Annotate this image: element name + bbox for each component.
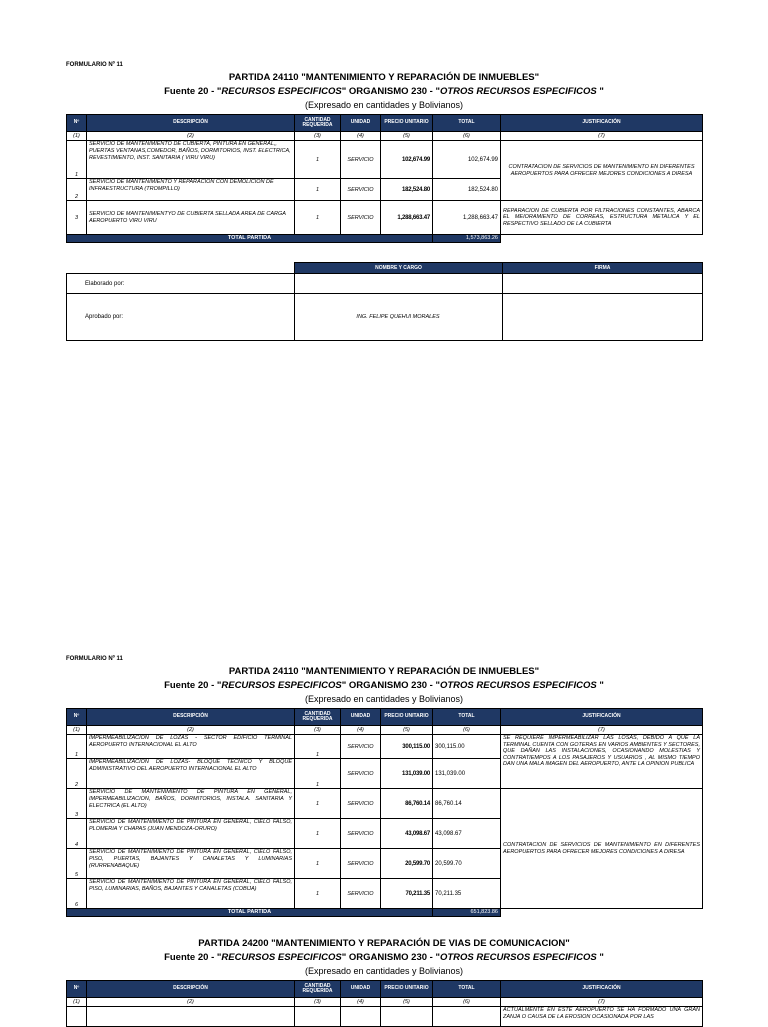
row-unit-price: 131,039.00 (381, 759, 433, 789)
col-header: FIRMA (503, 263, 703, 274)
row-total: 1,288,663.47 (433, 201, 501, 235)
row-unit: SERVICIO (341, 789, 381, 819)
row-unit-price: 20,599.70 (381, 849, 433, 879)
row-index: 2 (67, 759, 87, 789)
row-description: IMPERMEABILIZACION DE LOZAS- BLOQUE TECNICO Y BLOQUE ADMINISTRATIVO DEL AEROPUERTO INTERNACIONAL EL ALTO (87, 759, 295, 789)
row-unit-price: 300,115.00 (381, 735, 433, 759)
col-header: JUSTIFICACIÓN (501, 709, 703, 726)
row-description: SERVICIO DE MANTENIMIENTYO DE CUBIERTA SELLADA AREA DE CARGA AEROPUERTO VIRU VIRU (87, 201, 295, 235)
col-header: TOTAL (433, 709, 501, 726)
col-number: (6) (433, 132, 501, 141)
total-value: 1,573,863.26 (433, 235, 501, 243)
row-quantity: 1 (295, 789, 341, 819)
sig-blank-header (67, 263, 295, 274)
partida-title: PARTIDA 24200 "MANTENIMIENTO Y REPARACIÓN DE VIAS DE COMUNICACION" (198, 938, 570, 949)
row-description: IMPERMEABILIZACION DE LOZAS - SECTOR EDIFICIO TERMINAL AEROPUERTO INTERNACIONAL EL ALTO (87, 735, 295, 759)
row-justification: SE REQUIERE IMPERMEABILIZAR LAS LOSAS, DEBIDO A QUE LA TERMINAL CUENTA CON GOTERAS EN VARIOS AMBIENTES Y SECTORES, QUE DAÑAN LAS INSTALACIONES, OCASIONANDO MOLESTIAS Y CONTRATIEMPOS A LOS PASAJEROS Y USUARIOS , AL MISMO TIEMPO DAN UNA MALA IMAGEN DEL AEROPUERTO, ANTE LA OPINION PUBLICA (501, 735, 703, 789)
partida-title: PARTIDA 24110 "MANTENIMIENTO Y REPARACIÓN DE INMUEBLES" (228, 72, 540, 83)
fuente-line: Fuente 20 - "RECURSOS ESPECIFICOS" ORGANISMO 230 - "OTROS RECURSOS ESPECIFICOS " (164, 680, 604, 691)
col-header: CANTIDAD REQUERIDA (295, 709, 341, 726)
row-quantity: 1 (295, 879, 341, 909)
col-header: Nº (67, 709, 87, 726)
col-header: PRECIO UNITARIO (381, 115, 433, 132)
expresado-line: (Expresado en cantidades y Bolivianos) (304, 694, 464, 704)
fuente-line: Fuente 20 - "RECURSOS ESPECIFICOS" ORGANISMO 230 - "OTROS RECURSOS ESPECIFICOS " (164, 86, 604, 97)
row-total: 86,760.14 (433, 789, 501, 819)
col-header: DESCRIPCIÓN (87, 709, 295, 726)
row-total: 20,599.70 (433, 849, 501, 879)
col-number: (6) (433, 998, 501, 1007)
row-unit-price: 182,524.80 (381, 179, 433, 201)
col-number: (2) (87, 726, 295, 735)
row-total: 102,674.99 (433, 141, 501, 179)
col-header: NOMBRE Y CARGO (295, 263, 503, 274)
table-row (67, 735, 703, 759)
col-header: Nº (67, 115, 87, 132)
partida-table (66, 708, 703, 917)
row-unit: SERVICIO (341, 141, 381, 179)
table-row (67, 201, 703, 235)
col-header: DESCRIPCIÓN (87, 115, 295, 132)
row-justification: ACTUALMENTE EN ESTE AEROPUERTO SE HA FORMADO UNA GRAN ZANJA O CAUSA DE LA EROSION OCASIONADA POR LAS (501, 1007, 703, 1027)
signature-table (66, 262, 703, 341)
formulario-label: FORMULARIO Nº 11 (66, 62, 123, 68)
row-quantity: 1 (295, 179, 341, 201)
partida-title: PARTIDA 24110 "MANTENIMIENTO Y REPARACIÓN DE INMUEBLES" (228, 666, 540, 677)
formulario-label: FORMULARIO Nº 11 (66, 656, 123, 662)
total-label: TOTAL PARTIDA (67, 235, 433, 243)
fuente-line: Fuente 20 - "RECURSOS ESPECIFICOS" ORGANISMO 230 - "OTROS RECURSOS ESPECIFICOS " (164, 952, 604, 963)
elaborado-label: Elaborado por: (67, 274, 295, 294)
col-number: (5) (381, 998, 433, 1007)
col-header: UNIDAD (341, 709, 381, 726)
col-header: UNIDAD (341, 115, 381, 132)
row-description: SERVICIO DE MANTENIMIENTO DE PINTURA EN GENERAL, CIELO FALSO, PISO, LUMINARIAS, BAÑOS, BAJANTES Y CANALETAS (COBIJA) (87, 879, 295, 909)
row-unit: SERVICIO (341, 879, 381, 909)
row-index: 4 (67, 819, 87, 849)
col-number: (4) (341, 726, 381, 735)
row-index: 6 (67, 879, 87, 909)
col-number: (7) (501, 726, 703, 735)
row-justification: CONTRATACION DE SERVICIOS DE MANTENIMIENTO EN DIFERENTES AEROPUERTOS PARA OFRECER MEJORES CONDICIONES A DIRESA (501, 789, 703, 909)
elaborado-signature (503, 274, 703, 294)
row-quantity: 1 (295, 849, 341, 879)
col-header: JUSTIFICACIÓN (501, 115, 703, 132)
elaborado-name (295, 274, 503, 294)
aprobado-name: ING. FELIPE QUEHUI MORALES (295, 294, 503, 341)
total-blank (501, 235, 703, 243)
row-unit-price: 86,760.14 (381, 789, 433, 819)
row-quantity: 1 (295, 201, 341, 235)
row-total: 182,524.80 (433, 179, 501, 201)
expresado-line: (Expresado en cantidades y Bolivianos) (304, 966, 464, 976)
row-description: SERVICIO DE MANTENIMIENTO DE PINTURA EN GENERAL, CIELO FALSO, PLOMERIA Y CHAPAS (JUAN MENDOZA-ORURO) (87, 819, 295, 849)
col-number: (4) (341, 998, 381, 1007)
row-unit-price: 1,288,663.47 (381, 201, 433, 235)
row-unit: SERVICIO (341, 819, 381, 849)
row-quantity: 1 (295, 141, 341, 179)
col-header: DESCRIPCIÓN (87, 981, 295, 998)
total-blank (501, 909, 703, 917)
row-index: 2 (67, 179, 87, 201)
col-header: CANTIDAD REQUERIDA (295, 981, 341, 998)
total-label: TOTAL PARTIDA (67, 909, 433, 917)
row-total: 70,211.35 (433, 879, 501, 909)
row-index: 3 (67, 789, 87, 819)
row-unit: SERVICIO (341, 735, 381, 759)
partida-table (66, 980, 703, 1027)
row-description: SERVICIO DE MANTENIMIENTO DE PINTURA EN GENERAL, CIELO FALSO, PISO, PUERTAS, BAJANTES Y CANALETAS Y LUMINARIAS (RURRENABAQUE) (87, 849, 295, 879)
row-description: SERVICIO DE MANTENIMIENTO DE CUBIERTA, PINTURA EN GENERAL,, PUERTAS VENTANAS,COMEDOR, BAÑOS, DORMITORIOS, INST. ELECTRICA, REVESTIMIENTO, INST. SANITARIA ( VIRU VIRU) (87, 141, 295, 179)
row-quantity: 1 (295, 759, 341, 789)
aprobado-signature (503, 294, 703, 341)
col-header: UNIDAD (341, 981, 381, 998)
col-header: TOTAL (433, 115, 501, 132)
row-unit-price: 43,098.67 (381, 819, 433, 849)
col-number: (5) (381, 132, 433, 141)
table-row (67, 141, 703, 179)
expresado-line: (Expresado en cantidades y Bolivianos) (304, 100, 464, 110)
col-number: (1) (67, 998, 87, 1007)
row-unit: SERVICIO (341, 179, 381, 201)
row-total: 43,098.67 (433, 819, 501, 849)
col-number: (3) (295, 132, 341, 141)
col-number: (6) (433, 726, 501, 735)
table-row (67, 789, 703, 819)
aprobado-label: Aprobado por: (67, 294, 295, 341)
row-unit-price: 70,211.35 (381, 879, 433, 909)
row-index: 3 (67, 201, 87, 235)
row-justification: CONTRATACION DE SERVICIOS DE MANTENIMIENTO EN DIFERENTES AEROPUERTOS PARA OFRECER MEJORES CONDICIONES A DIRESA (501, 141, 703, 201)
row-unit: SERVICIO (341, 759, 381, 789)
row-quantity: 1 (295, 819, 341, 849)
col-number: (4) (341, 132, 381, 141)
row-description: SERVICIO DE MANTENIMIENTO Y REPARACION CON DEMOLICION DE INFRAESTRUCTURA (TROMPILLO) (87, 179, 295, 201)
row-total: 131,039.00 (433, 759, 501, 789)
row-unit: SERVICIO (341, 201, 381, 235)
col-number: (7) (501, 132, 703, 141)
row-index: 1 (67, 735, 87, 759)
row-justification: REPARACION DE CUBIERTA POR FILTRACIONES CONSTANTES, ABARCA EL MEIORAMIENTO DE CORREAS, ESTRUCTURA METALICA Y EL RESPECTIVO SELLADO DE LA CUBIERTA (501, 201, 703, 235)
row-index: 5 (67, 849, 87, 879)
col-number: (2) (87, 132, 295, 141)
col-header: CANTIDAD REQUERIDA (295, 115, 341, 132)
row-quantity: 1 (295, 735, 341, 759)
row-unit-price: 102,674.99 (381, 141, 433, 179)
row-unit: SERVICIO (341, 849, 381, 879)
total-value: 651,823.86 (433, 909, 501, 917)
col-header: TOTAL (433, 981, 501, 998)
col-header: PRECIO UNITARIO (381, 981, 433, 998)
col-header: Nº (67, 981, 87, 998)
col-header: JUSTIFICACIÓN (501, 981, 703, 998)
col-number: (5) (381, 726, 433, 735)
row-total: 300,115.00 (433, 735, 501, 759)
col-number: (3) (295, 998, 341, 1007)
row-description: SERVICIO DE MANTENIMIENTO DE PINTURA EN GENERAL, IMPERMEABILIZACION, BAÑOS, DORMITORIOS, INSTALA. SANITARIA Y ELECTRICA (EL ALTO) (87, 789, 295, 819)
col-number: (7) (501, 998, 703, 1007)
row-index: 1 (67, 141, 87, 179)
col-number: (1) (67, 726, 87, 735)
col-number: (2) (87, 998, 295, 1007)
col-number: (1) (67, 132, 87, 141)
col-header: PRECIO UNITARIO (381, 709, 433, 726)
col-number: (3) (295, 726, 341, 735)
partida-table (66, 114, 703, 243)
